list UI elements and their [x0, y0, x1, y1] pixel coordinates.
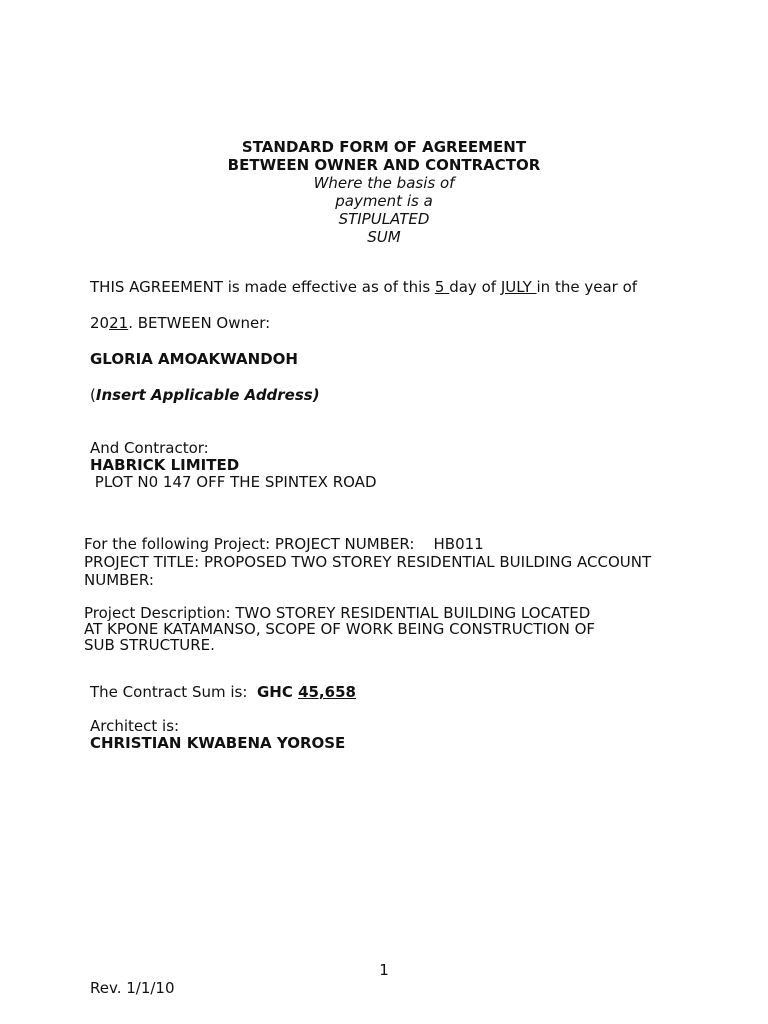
subtitle-line-1: Where the basis of [313, 174, 455, 192]
subtitle-line-4: SUM [367, 228, 401, 246]
owner-name: GLORIA AMOAKWANDOH [90, 350, 298, 368]
title-line-2: BETWEEN OWNER AND CONTRACTOR [227, 156, 541, 174]
contract-sum [90, 684, 356, 701]
document-title [0, 138, 768, 246]
address-open-paren: ( [90, 386, 96, 404]
project-description-line-3: SUB STRUCTURE. [84, 636, 215, 654]
revision-note: Rev. 1/1/10 [90, 979, 175, 997]
project-description-line-1: Project Description: TWO STOREY RESIDENTIAL BUILDING LOCATED [84, 604, 591, 622]
owner-address [90, 387, 320, 404]
agreement-day: 5 [434, 278, 450, 296]
year-prefix: 20 [90, 314, 110, 332]
contract-sum-label: The Contract Sum is: [90, 683, 257, 701]
project-number-line: For the following Project: PROJECT NUMBER: HB011 [84, 535, 484, 553]
contract-sum-currency: GHC [256, 683, 299, 701]
subtitle-line-2: payment is a [335, 192, 433, 210]
agreement-year-line [90, 315, 270, 332]
contract-sum-amount: 45,658 [298, 683, 356, 701]
architect-name: CHRISTIAN KWABENA YOROSE [90, 734, 346, 752]
day-suffix: day of [449, 278, 501, 296]
subtitle-line-3: STIPULATED [338, 210, 430, 228]
project-description-line-2: AT KPONE KATAMANSO, SCOPE OF WORK BEING CONSTRUCTION OF [84, 620, 596, 638]
project-account-line: NUMBER: [84, 571, 154, 589]
intro-text: THIS AGREEMENT is made effective as of this [90, 278, 435, 296]
page-number: 1 [379, 961, 389, 979]
agreement-year-suffix: 21 [109, 314, 129, 332]
project-description [84, 605, 595, 653]
agreement-intro [90, 279, 637, 296]
contractor-label: And Contractor: [90, 439, 209, 457]
contractor-address: PLOT N0 147 OFF THE SPINTEX ROAD [90, 473, 377, 491]
address-placeholder: Insert Applicable Address) [95, 386, 320, 404]
architect-label: Architect is: [90, 717, 180, 735]
project-title-line: PROJECT TITLE: PROPOSED TWO STOREY RESIDENTIAL BUILDING ACCOUNT [84, 553, 652, 571]
contractor-name: HABRICK LIMITED [90, 456, 240, 474]
between-owner-label: . BETWEEN Owner: [128, 314, 271, 332]
month-suffix: in the year of [536, 278, 638, 296]
agreement-month: JULY [500, 278, 537, 296]
title-line-1: STANDARD FORM OF AGREEMENT [241, 138, 527, 156]
